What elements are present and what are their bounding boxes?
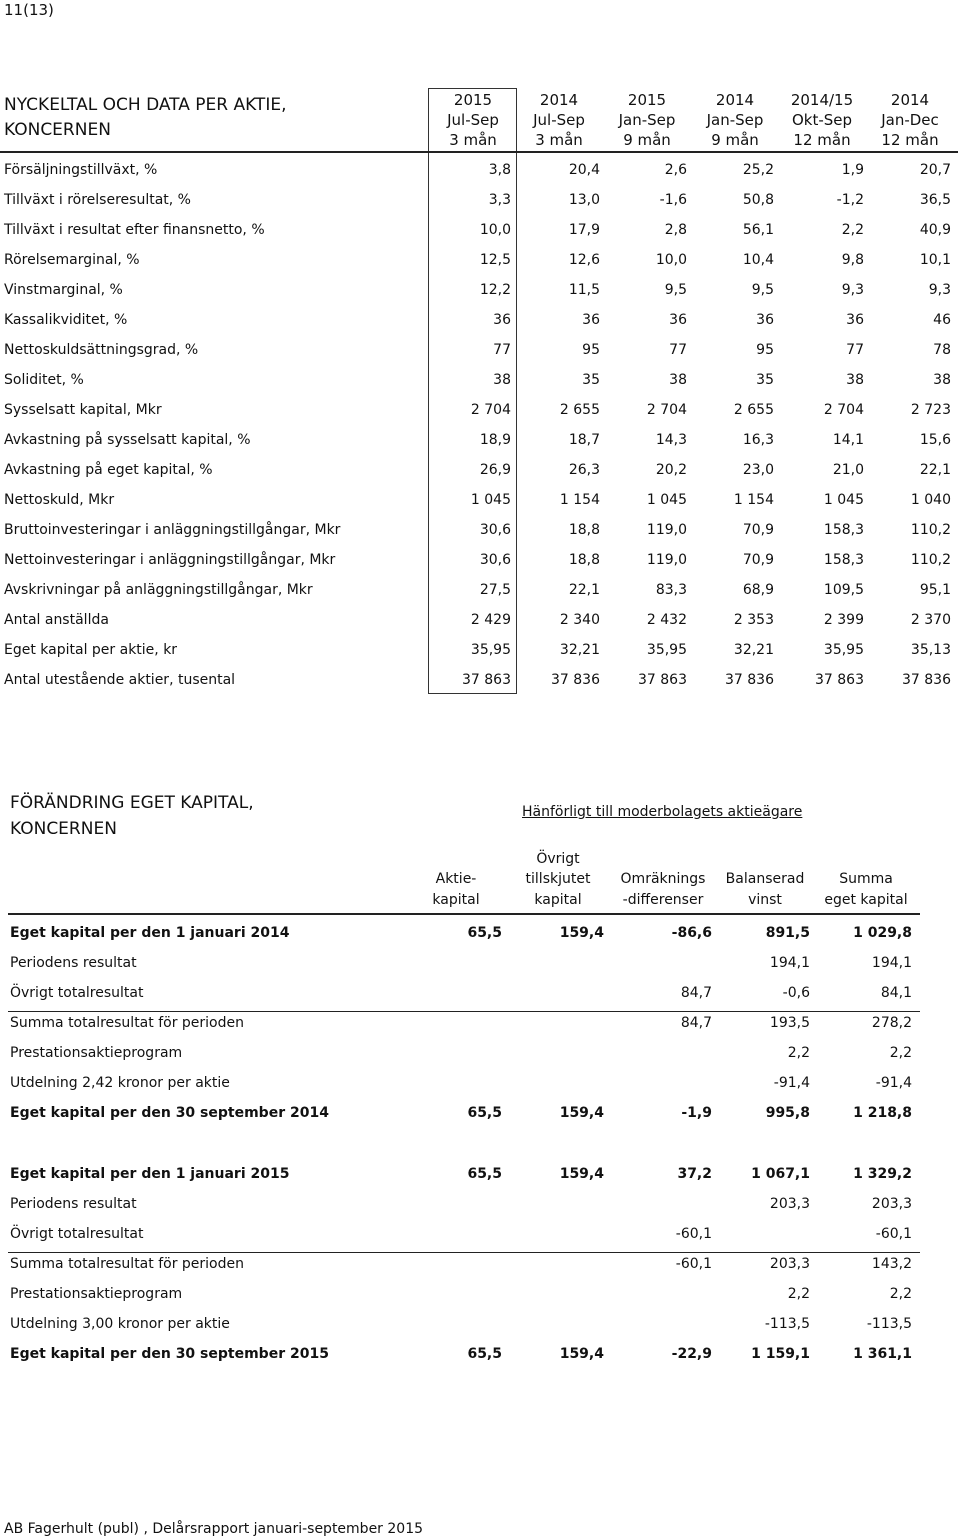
column-header-length: 12 mån: [881, 131, 939, 149]
cell-value: 77: [669, 342, 687, 358]
cell-value: 18,7: [568, 432, 600, 448]
row-label: Periodens resultat: [10, 955, 137, 971]
cell-value: -91,4: [875, 1075, 912, 1091]
equity-column-header-line: kapital: [432, 891, 480, 908]
cell-value: 18,8: [568, 552, 600, 568]
cell-value: 1 329,2: [853, 1166, 912, 1182]
cell-value: 2 704: [823, 402, 864, 418]
equity-column-header-line: Summa: [839, 871, 893, 887]
cell-value: 1 040: [910, 492, 951, 508]
cell-value: 32,21: [559, 642, 600, 658]
table-row: [0, 607, 960, 637]
equity-column-header-line: eget kapital: [824, 891, 908, 908]
equity-title-line2: KONCERNEN: [10, 819, 117, 839]
table-row: [0, 247, 960, 277]
cell-value: 37 836: [551, 672, 600, 688]
row-label: Övrigt totalresultat: [10, 1226, 144, 1242]
cell-value: 1 029,8: [853, 925, 912, 941]
row-label: Övrigt totalresultat: [10, 985, 144, 1001]
header-rule: [0, 151, 958, 153]
column-header: [866, 90, 954, 150]
cell-value: 2,6: [664, 162, 687, 178]
column-header-period: Jan-Sep: [618, 111, 676, 129]
cell-value: 278,2: [871, 1015, 912, 1031]
column-header-length: 9 mån: [711, 131, 759, 149]
equity-column-header-line: Aktie-: [435, 871, 477, 887]
cell-value: 77: [846, 342, 864, 358]
cell-value: 37 836: [725, 672, 774, 688]
cell-value: 37 863: [638, 672, 687, 688]
page-number: 11(13): [4, 1, 54, 19]
equity-row: [0, 981, 960, 1011]
column-header-length: 3 mån: [535, 131, 583, 149]
cell-value: 2 655: [559, 402, 600, 418]
row-label: Prestationsaktieprogram: [10, 1045, 183, 1061]
column-header-year: 2014: [715, 91, 755, 109]
column-header-year: 2014/15: [790, 91, 854, 109]
equity-title-line1: FÖRÄNDRING EGET KAPITAL,: [10, 793, 254, 813]
row-label: Kassalikviditet, %: [4, 312, 128, 328]
row-label: Summa totalresultat för perioden: [10, 1015, 244, 1031]
cell-value: 65,5: [467, 925, 502, 941]
cell-value: 2,2: [889, 1045, 912, 1061]
row-label: Avskrivningar på anläggningstillgångar, Mkr: [4, 582, 313, 598]
cell-value: 159,4: [559, 1166, 604, 1182]
cell-value: 193,5: [769, 1015, 810, 1031]
table-row: [0, 307, 960, 337]
row-label: Periodens resultat: [10, 1196, 137, 1212]
equity-group-header: Hänförligt till moderbolagets aktieägare: [522, 804, 803, 820]
cell-value: 158,3: [823, 522, 864, 538]
row-label: Avkastning på sysselsatt kapital, %: [4, 432, 251, 448]
row-label: Rörelsemarginal, %: [4, 252, 140, 268]
cell-value: 3,3: [488, 192, 511, 208]
subtotal-rule: [8, 1252, 920, 1253]
cell-value: 37 863: [462, 672, 511, 688]
cell-value: 2 704: [646, 402, 687, 418]
cell-value: 15,6: [919, 432, 951, 448]
cell-value: 203,3: [769, 1256, 810, 1272]
cell-value: -60,1: [675, 1226, 712, 1242]
cell-value: 9,5: [751, 282, 774, 298]
cell-value: 35,95: [646, 642, 687, 658]
cell-value: 36: [756, 312, 774, 328]
cell-value: 22,1: [919, 462, 951, 478]
column-header-year: 2015: [453, 91, 493, 109]
cell-value: 9,3: [928, 282, 951, 298]
cell-value: 20,2: [655, 462, 687, 478]
key-figures-title: [4, 93, 286, 143]
cell-value: -22,9: [671, 1346, 712, 1362]
cell-value: 1 045: [646, 492, 687, 508]
cell-value: 2,2: [787, 1286, 810, 1302]
row-label: Eget kapital per den 1 januari 2014: [10, 925, 290, 941]
cell-value: 36: [493, 312, 511, 328]
cell-value: 18,9: [479, 432, 511, 448]
cell-value: 2,2: [787, 1045, 810, 1061]
cell-value: 35: [582, 372, 600, 388]
table-row: [0, 157, 960, 187]
cell-value: 50,8: [742, 192, 774, 208]
cell-value: 2 655: [733, 402, 774, 418]
table-row: [0, 457, 960, 487]
cell-value: 95,1: [919, 582, 951, 598]
column-header: [515, 90, 603, 150]
cell-value: 35,95: [823, 642, 864, 658]
cell-value: 84,7: [680, 1015, 712, 1031]
subtotal-rule: [8, 1011, 920, 1012]
equity-column-header: [608, 869, 718, 910]
row-label: Eget kapital per den 1 januari 2015: [10, 1166, 290, 1182]
cell-value: 2 723: [910, 402, 951, 418]
equity-balance-row: [0, 921, 960, 951]
cell-value: 95: [756, 342, 774, 358]
row-label: Nettoinvesteringar i anläggningstillgångar, Mkr: [4, 552, 336, 568]
cell-value: 110,2: [910, 552, 951, 568]
column-header-year: 2014: [539, 91, 579, 109]
cell-value: 2 353: [733, 612, 774, 628]
table-row: [0, 577, 960, 607]
cell-value: -91,4: [773, 1075, 810, 1091]
cell-value: 83,3: [655, 582, 687, 598]
cell-value: 119,0: [646, 522, 687, 538]
cell-value: 119,0: [646, 552, 687, 568]
table-row: [0, 367, 960, 397]
cell-value: 158,3: [823, 552, 864, 568]
row-label: Utdelning 2,42 kronor per aktie: [10, 1075, 230, 1091]
row-label: Försäljningstillväxt, %: [4, 162, 158, 178]
cell-value: 38: [493, 372, 511, 388]
table-row: [0, 487, 960, 517]
equity-row: [0, 1071, 960, 1101]
equity-header-rule: [8, 913, 920, 915]
cell-value: 38: [669, 372, 687, 388]
cell-value: 20,7: [919, 162, 951, 178]
column-header-length: 3 mån: [449, 131, 497, 149]
row-label: Vinstmarginal, %: [4, 282, 123, 298]
column-header-period: Jan-Dec: [881, 111, 939, 129]
cell-value: 95: [582, 342, 600, 358]
table-row: [0, 667, 960, 697]
cell-value: -1,9: [681, 1105, 712, 1121]
equity-column-header: [401, 869, 511, 910]
cell-value: 110,2: [910, 522, 951, 538]
column-header: [603, 90, 691, 150]
equity-column-header-line: Övrigt: [536, 850, 580, 867]
cell-value: 1 159,1: [751, 1346, 810, 1362]
cell-value: 194,1: [871, 955, 912, 971]
cell-value: 30,6: [479, 552, 511, 568]
row-label: Prestationsaktieprogram: [10, 1286, 183, 1302]
equity-column-header: [503, 849, 613, 911]
equity-balance-row: [0, 1342, 960, 1372]
cell-value: 68,9: [742, 582, 774, 598]
row-label: Soliditet, %: [4, 372, 84, 388]
column-header-period: Jul-Sep: [533, 111, 585, 129]
cell-value: 2 399: [823, 612, 864, 628]
table-row: [0, 547, 960, 577]
cell-value: 159,4: [559, 1346, 604, 1362]
table-row: [0, 277, 960, 307]
cell-value: 1 361,1: [853, 1346, 912, 1362]
cell-value: 26,9: [479, 462, 511, 478]
row-label: Eget kapital per den 30 september 2015: [10, 1346, 329, 1362]
cell-value: 9,8: [841, 252, 864, 268]
cell-value: 159,4: [559, 1105, 604, 1121]
equity-row: [0, 951, 960, 981]
row-label: Eget kapital per aktie, kr: [4, 642, 178, 658]
cell-value: 1 218,8: [853, 1105, 912, 1121]
cell-value: -113,5: [866, 1316, 912, 1332]
cell-value: 65,5: [467, 1346, 502, 1362]
equity-row: [0, 1222, 960, 1252]
cell-value: 70,9: [742, 522, 774, 538]
row-label: Tillväxt i rörelseresultat, %: [4, 192, 191, 208]
equity-column-header: [811, 869, 921, 910]
cell-value: -60,1: [875, 1226, 912, 1242]
cell-value: 16,3: [742, 432, 774, 448]
cell-value: 891,5: [765, 925, 810, 941]
cell-value: 159,4: [559, 925, 604, 941]
equity-column-header-line: kapital: [534, 891, 582, 908]
cell-value: 14,3: [655, 432, 687, 448]
cell-value: -86,6: [671, 925, 712, 941]
table-row: [0, 517, 960, 547]
row-label: Tillväxt i resultat efter finansnetto, %: [4, 222, 265, 238]
row-label: Nettoskuld, Mkr: [4, 492, 115, 508]
cell-value: 37,2: [677, 1166, 712, 1182]
cell-value: 995,8: [765, 1105, 810, 1121]
cell-value: -1,2: [836, 192, 864, 208]
cell-value: 12,2: [479, 282, 511, 298]
cell-value: 37 836: [902, 672, 951, 688]
cell-value: 27,5: [479, 582, 511, 598]
row-label: Eget kapital per den 30 september 2014: [10, 1105, 329, 1121]
cell-value: 32,21: [733, 642, 774, 658]
row-label: Nettoskuldsättningsgrad, %: [4, 342, 199, 358]
equity-balance-row: [0, 1101, 960, 1131]
cell-value: 38: [933, 372, 951, 388]
cell-value: 2 704: [470, 402, 511, 418]
cell-value: 26,3: [568, 462, 600, 478]
cell-value: -0,6: [782, 985, 810, 1001]
cell-value: 1 154: [733, 492, 774, 508]
equity-row: [0, 1041, 960, 1071]
cell-value: 70,9: [742, 552, 774, 568]
row-label: Antal utestående aktier, tusental: [4, 672, 236, 688]
page-footer: AB Fagerhult (publ) , Delårsrapport januari-september 2015: [4, 1521, 424, 1537]
equity-column-header-line: Balanserad: [725, 871, 805, 887]
cell-value: 36: [669, 312, 687, 328]
equity-row: [0, 1011, 960, 1041]
table-row: [0, 187, 960, 217]
cell-value: 36,5: [919, 192, 951, 208]
row-label: Avkastning på eget kapital, %: [4, 462, 213, 478]
table-row: [0, 217, 960, 247]
cell-value: 1,9: [841, 162, 864, 178]
cell-value: 77: [493, 342, 511, 358]
cell-value: 3,8: [488, 162, 511, 178]
key-figures-title-line2: KONCERNEN: [4, 120, 111, 140]
cell-value: 38: [846, 372, 864, 388]
table-row: [0, 427, 960, 457]
cell-value: 1 045: [823, 492, 864, 508]
cell-value: 2,2: [841, 222, 864, 238]
equity-column-header-line: -differenser: [622, 891, 704, 908]
equity-column-header-line: tillskjutet: [525, 871, 591, 887]
cell-value: 30,6: [479, 522, 511, 538]
cell-value: 65,5: [467, 1166, 502, 1182]
cell-value: 10,4: [742, 252, 774, 268]
cell-value: 1 045: [470, 492, 511, 508]
cell-value: 2 432: [646, 612, 687, 628]
equity-title: [10, 790, 254, 842]
cell-value: 14,1: [832, 432, 864, 448]
equity-row: [0, 1192, 960, 1222]
cell-value: 1 067,1: [751, 1166, 810, 1182]
cell-value: 9,5: [664, 282, 687, 298]
cell-value: 22,1: [568, 582, 600, 598]
row-label: Utdelning 3,00 kronor per aktie: [10, 1316, 230, 1332]
cell-value: 46: [933, 312, 951, 328]
row-label: Summa totalresultat för perioden: [10, 1256, 244, 1272]
cell-value: 2 340: [559, 612, 600, 628]
equity-column-header-line: vinst: [748, 891, 782, 908]
column-header: [691, 90, 779, 150]
cell-value: 37 863: [815, 672, 864, 688]
cell-value: 35,95: [470, 642, 511, 658]
cell-value: 84,1: [880, 985, 912, 1001]
cell-value: -113,5: [764, 1316, 810, 1332]
cell-value: 40,9: [919, 222, 951, 238]
key-figures-title-line1: NYCKELTAL OCH DATA PER AKTIE,: [4, 95, 287, 115]
equity-balance-row: [0, 1162, 960, 1192]
cell-value: 2,2: [889, 1286, 912, 1302]
cell-value: 143,2: [871, 1256, 912, 1272]
cell-value: 25,2: [742, 162, 774, 178]
cell-value: 12,5: [479, 252, 511, 268]
cell-value: 21,0: [832, 462, 864, 478]
column-header-period: Jan-Sep: [706, 111, 764, 129]
cell-value: 11,5: [568, 282, 600, 298]
cell-value: 20,4: [568, 162, 600, 178]
cell-value: 9,3: [841, 282, 864, 298]
cell-value: 2 429: [470, 612, 511, 628]
equity-row: [0, 1282, 960, 1312]
cell-value: 10,1: [919, 252, 951, 268]
column-header: [778, 90, 866, 150]
cell-value: 109,5: [823, 582, 864, 598]
cell-value: 1 154: [559, 492, 600, 508]
table-row: [0, 397, 960, 427]
cell-value: 12,6: [568, 252, 600, 268]
cell-value: 35,13: [910, 642, 951, 658]
column-header-period: Jul-Sep: [447, 111, 499, 129]
equity-row: [0, 1312, 960, 1342]
equity-row: [0, 1252, 960, 1282]
column-header-length: 12 mån: [793, 131, 851, 149]
cell-value: 84,7: [680, 985, 712, 1001]
cell-value: 56,1: [742, 222, 774, 238]
column-header: [429, 90, 517, 150]
cell-value: 203,3: [769, 1196, 810, 1212]
cell-value: 13,0: [568, 192, 600, 208]
cell-value: 17,9: [568, 222, 600, 238]
cell-value: 18,8: [568, 522, 600, 538]
equity-column-header-line: Omräknings: [620, 871, 706, 887]
cell-value: 2,8: [664, 222, 687, 238]
cell-value: 65,5: [467, 1105, 502, 1121]
cell-value: 10,0: [655, 252, 687, 268]
cell-value: 36: [846, 312, 864, 328]
cell-value: 36: [582, 312, 600, 328]
cell-value: -60,1: [675, 1256, 712, 1272]
table-row: [0, 637, 960, 667]
column-header-period: Okt-Sep: [791, 111, 853, 129]
cell-value: 10,0: [479, 222, 511, 238]
cell-value: 23,0: [742, 462, 774, 478]
row-label: Antal anställda: [4, 612, 109, 628]
cell-value: 78: [933, 342, 951, 358]
cell-value: 2 370: [910, 612, 951, 628]
column-header-year: 2014: [890, 91, 930, 109]
table-row: [0, 337, 960, 367]
equity-column-header: [710, 869, 820, 910]
row-label: Bruttoinvesteringar i anläggningstillgångar, Mkr: [4, 522, 341, 538]
cell-value: 194,1: [769, 955, 810, 971]
cell-value: -1,6: [659, 192, 687, 208]
column-header-length: 9 mån: [623, 131, 671, 149]
row-label: Sysselsatt kapital, Mkr: [4, 402, 162, 418]
cell-value: 203,3: [871, 1196, 912, 1212]
column-header-year: 2015: [627, 91, 667, 109]
cell-value: 35: [756, 372, 774, 388]
